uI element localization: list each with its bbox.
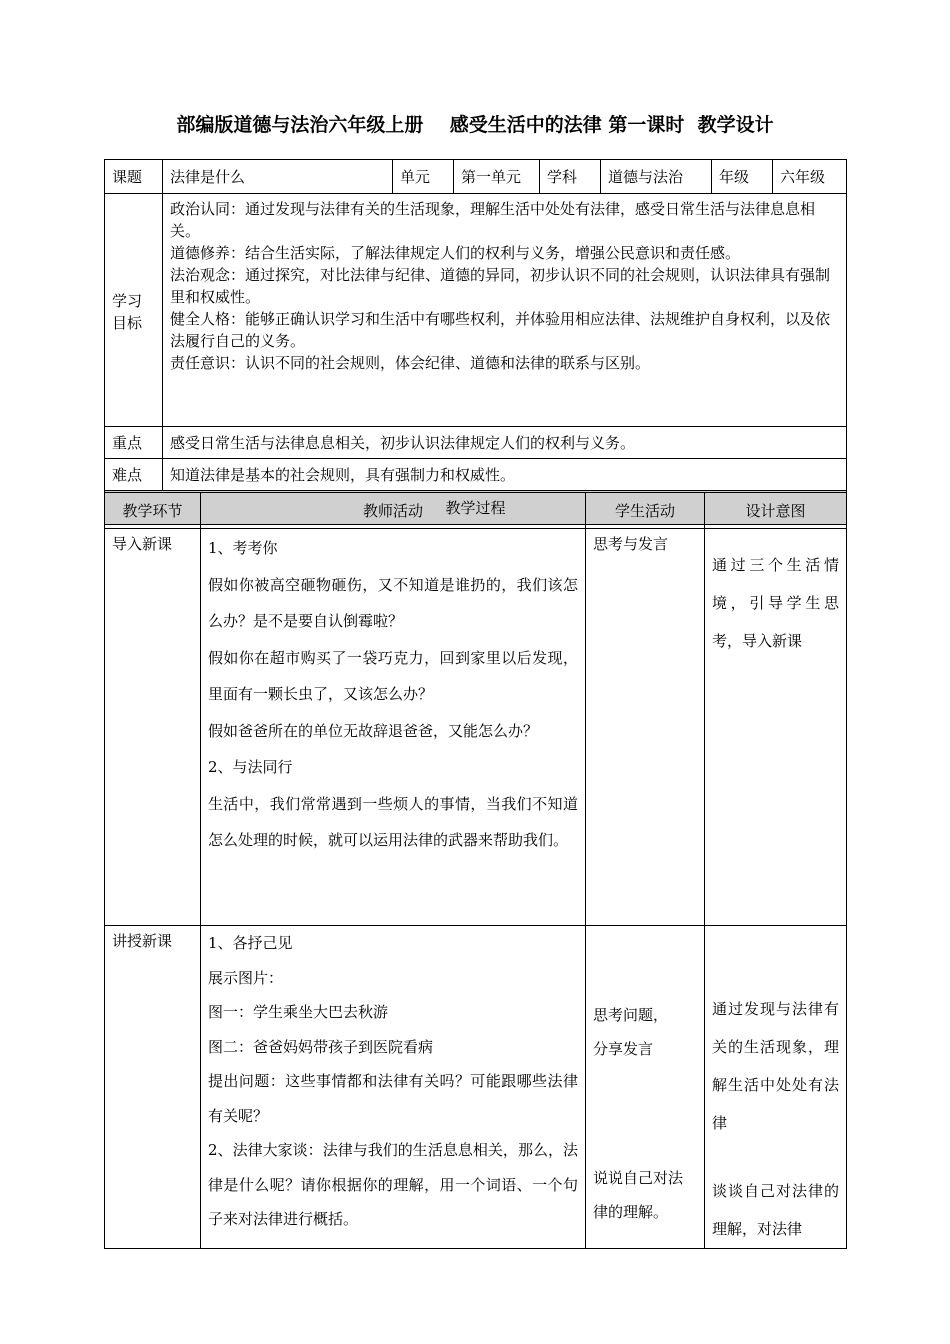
subject-value: 道德与法治	[601, 160, 712, 194]
teach-teacher-line: 提出问题：这些事情都和法律有关吗？可能跟哪些法律有关呢？	[208, 1072, 578, 1125]
process-header-row	[105, 493, 847, 529]
teach-teacher	[201, 926, 586, 1249]
intro-design: 通过三个生活情境，引导学生思考，导入新课	[705, 529, 847, 926]
intro-row	[105, 529, 847, 926]
goal-personality: 健全人格：能够正确认识学习和生活中有哪些权利，并体验用相应法律、法规维护自身权利，以及依法履行自己的义务。	[170, 310, 831, 350]
intro-teacher	[201, 529, 586, 926]
intro-stage: 导入新课	[105, 529, 201, 926]
key-point-row	[105, 427, 847, 459]
goal-responsibility: 责任意识：认识不同的社会规则，体会纪律、道德和法律的联系与区别。	[170, 354, 651, 372]
difficulty-value: 知道法律是基本的社会规则，具有强制力和权威性。	[163, 459, 847, 491]
topic-label: 课题	[105, 160, 163, 194]
teach-student-line: 思考问题，	[593, 1006, 669, 1024]
grade-label: 年级	[712, 160, 773, 194]
intro-teacher-line: 假如你被高空砸物砸伤，又不知道是谁扔的，我们该怎么办？是不是要自认倒霉啦？	[208, 575, 578, 630]
teach-student-line: 说说自己对法律的理解。	[593, 1169, 684, 1221]
header-student: 学生活动	[586, 493, 705, 529]
goal-legal: 法治观念：通过探究，对比法律与纪律、道德的异同，初步认识不同的社会规则，认识法律具有强制里和权威性。	[170, 266, 831, 306]
document-title: 部编版道德与法治六年级上册 感受生活中的法律 第一课时 教学设计	[176, 114, 774, 136]
header-stage: 教学环节	[105, 493, 201, 529]
difficulty-row	[105, 459, 847, 491]
intro-teacher-line: 假如你在超市购买了一袋巧克力，回到家里以后发现，里面有一颗长虫了，又该怎么办？	[208, 648, 578, 703]
intro-teacher-line: 假如爸爸所在的单位无故辞退爸爸，又能怎么办？	[208, 721, 539, 740]
header-teacher: 教师活动	[201, 493, 586, 529]
teach-student	[586, 926, 705, 1249]
teach-design	[705, 926, 847, 1249]
info-table	[104, 159, 847, 525]
teach-teacher-line: 1、各抒己见	[208, 934, 293, 952]
process-table	[104, 492, 847, 1249]
topic-value: 法律是什么	[163, 160, 393, 194]
header-design: 设计意图	[705, 493, 847, 529]
teach-design-line: 通过发现与法律有关的生活现象，理解生活中处处有法律	[712, 1000, 839, 1132]
goal-moral: 道德修养：结合生活实际，了解法律规定人们的权利与义务，增强公民意识和责任感。	[170, 244, 741, 262]
goals-content	[163, 194, 847, 427]
teach-teacher-line: 图二：爸爸妈妈带孩子到医院看病	[208, 1037, 434, 1056]
teach-student-line: 分享发言	[593, 1040, 654, 1058]
intro-teacher-line: 1、考考你	[208, 539, 278, 557]
info-row	[105, 160, 847, 194]
intro-student: 思考与发言	[586, 529, 705, 926]
goal-political: 政治认同：通过发现与法律有关的生活现象，理解生活中处处有法律，感受日常生活与法律息息相关。	[170, 200, 816, 240]
process-title: 教学过程	[105, 491, 847, 525]
unit-label: 单元	[393, 160, 454, 194]
intro-teacher-line: 生活中，我们常常遇到一些烦人的事情，当我们不知道怎么处理的时候，就可以运用法律的武器来帮助我们。	[208, 794, 578, 849]
teach-design-line: 谈谈自己对法律的理解，对法律	[712, 1182, 839, 1238]
unit-value: 第一单元	[454, 160, 540, 194]
teach-row	[105, 926, 847, 1249]
goals-row	[105, 194, 847, 427]
intro-teacher-line: 2、与法同行	[208, 758, 293, 776]
goals-label: 学习目标	[105, 194, 163, 427]
key-point-label: 重点	[105, 427, 163, 459]
subject-label: 学科	[540, 160, 601, 194]
teach-teacher-line: 图一：学生乘坐大巴去秋游	[208, 1003, 389, 1021]
key-point-value: 感受日常生活与法律息息相关，初步认识法律规定人们的权利与义务。	[163, 427, 847, 459]
teach-teacher-line: 展示图片：	[208, 968, 284, 987]
grade-value: 六年级	[773, 160, 847, 194]
teach-stage: 讲授新课	[105, 926, 201, 1249]
teach-teacher-line: 2、法律大家谈：法律与我们的生活息息相关，那么，法律是什么呢？请你根据你的理解，用一个词语、一个句子来对法律进行概括。	[208, 1141, 578, 1228]
difficulty-label: 难点	[105, 459, 163, 491]
